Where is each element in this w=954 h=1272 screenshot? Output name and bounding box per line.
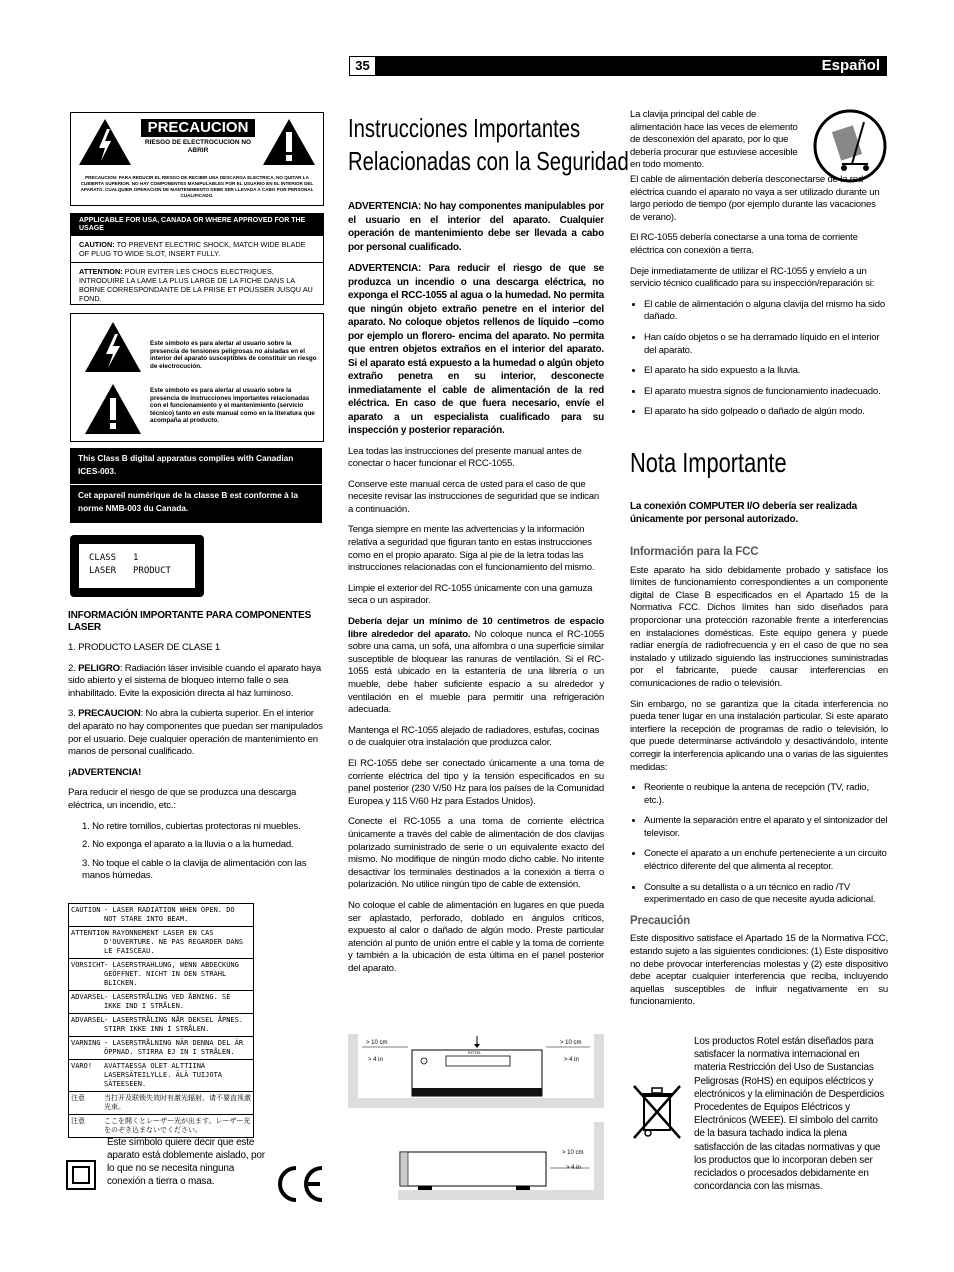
fcc-heading: Información para la FCC	[630, 546, 759, 558]
usa-box-title: APPLICABLE FOR USA, CANADA OR WHERE APPROVED FOR THE USAGE	[71, 214, 323, 236]
dim-label: > 4 in	[566, 1165, 581, 1171]
para: Lea todas las instrucciones del presente manual antes de conectar o hacer funcionar el RCC-1055.	[348, 445, 582, 470]
col3-lower	[630, 500, 888, 1017]
laser-product-text: PRODUCT	[133, 566, 171, 576]
nota-title: Nota Importante	[630, 447, 787, 478]
usa-attention: ATTENTION: POUR EVITER LES CHOCS ELECTRIQUES, INTRODUIRE LA LAME LA PLUS LARGE DE LA FICHE DANS LA BORNE CORRESPONDANTE DE LA PRISE ET POUSSER JUSQU AU FOND.	[71, 262, 323, 303]
caution-sub: RIESGO DE ELECTROCUCION NO ABRIR	[144, 139, 252, 154]
laser-warning-table	[68, 903, 254, 1138]
usa-plug-box	[70, 213, 324, 305]
list-item: • El aparato ha sido golpeado o dañado de algún modo.	[644, 406, 888, 419]
dim-label: > 10 cm	[562, 1150, 584, 1156]
col3-text-top	[630, 109, 806, 180]
caution-box	[70, 112, 324, 206]
laser-table-row: ATTENTION - RAYONNEMENT LASER EN CAS D'OUVERTURE. NE PAS REGARDER DANS LE FAISCEAU.	[69, 927, 253, 959]
laser-class-label: CLASS	[89, 553, 117, 563]
header-bar	[349, 56, 887, 76]
laser-info	[68, 610, 324, 889]
para: La clavija principal del cable de alimentación hace las veces de elemento de desconexión del aparato, por lo que debería procurar que estuviese accesible en todo momento.	[630, 109, 798, 171]
nota-text: La conexión COMPUTER I/O debería ser realizada únicamente por personal autorizado.	[630, 501, 857, 525]
canada-fr: Cet appareil numérique de la classe B est conforme à la norme NMB-003 du Canada.	[78, 490, 298, 513]
para: Limpie el exterior del RC-1055 únicamente con una gamuza seca o un aspirador.	[348, 582, 593, 607]
para: Tenga siempre en mente las advertencias y la información relativa a seguridad que figuran tanto en estas instrucciones como en el propio aparato. Siga al pie de la letra todas las instrucciones relacionadas con el funcionamiento del mismo.	[348, 524, 595, 574]
usa-caution: CAUTION: TO PREVENT ELECTRIC SHOCK, MATCH WIDE BLADE OF PLUG TO WIDE SLOT, INSERT FULLY.	[79, 240, 306, 258]
para: Mantenga el RC-1055 alejado de radiadores, estufas, cocinas o de cualquier otra instalación que produzca calor.	[348, 724, 600, 749]
list-item: • El cable de alimentación o alguna clavija del mismo ha sido dañado.	[644, 299, 888, 324]
page-number: 35	[349, 56, 376, 76]
laser-table-row: ADVARSEL - LASERSTRÅLING NÅR DEKSEL ÅPNES. STIRR IKKE INN I STRÅLEN.	[69, 1014, 253, 1037]
prec-heading: Precaución	[630, 914, 690, 927]
caution-label: PRECAUCION	[141, 119, 255, 137]
advert-item: 1. No retire tornillos, cubiertas protectoras ni muebles.	[82, 820, 301, 832]
advert-item: 3. No toque el cable o la clavija de alimentación con las manos húmedas.	[82, 857, 307, 882]
list-item: • Aumente la separación entre el aparato y el sintonizador del televisor.	[644, 815, 888, 840]
laser-class-value: 1	[133, 553, 139, 563]
list-item: • Han caído objetos o se ha derramado líquido en el interior del aparato.	[644, 332, 888, 357]
laser-label	[70, 535, 204, 597]
symbols-box	[70, 313, 324, 442]
caution-note: PRECAUCION: PARA REDUCIR EL RIESGO DE RECIBIR UNA DESCARGA ELECTRICA, NO QUITAR LA CUBIERTA SUPERIOR. NO HAY COMPONENTES MANIPULABLES POR EL USUARIO EN EL INTERIOR DEL APARATO. CUALQUIER OPERACION DE MANTENIMIENTO DEBE SER LLEVADA A CABO POR PERSONAL CUALIFICADO.	[80, 175, 314, 198]
list-item: • El aparato muestra signos de funcionamiento inadecuado.	[644, 386, 888, 399]
title-line-2: Relacionadas con la Seguridad	[348, 146, 629, 176]
para: El RC-1055 debe ser conectado únicamente a una toma de corriente eléctrica del tipo y la tensión especificados en su panel posterior (230 V/50 Hz para los países de la Comunidad Europea y 115 V/60 Hz para Estados Unidos).	[348, 757, 604, 807]
dim-label: > 4 in	[368, 1057, 383, 1063]
double-insulation-icon	[66, 1160, 96, 1190]
list-item: • Conecte el aparato a un enchufe perteneciente a un circuito eléctrico diferente del que alimenta al receptor.	[644, 848, 888, 873]
laser-table-row: ADVARSEL - LASERSTRÅLING VED ÅBNING. SE IKKE IND I STRÅLEN.	[69, 991, 253, 1014]
dim-label: > 4 in	[564, 1057, 579, 1063]
advert-heading: ¡ADVERTENCIA!	[68, 766, 142, 778]
dim-label: > 10 cm	[560, 1040, 582, 1046]
list-item: • Consulte a su detallista o a un técnico en radio /TV experimentado en caso de que necesite ayuda adicional.	[644, 882, 888, 907]
laser-label-text: LASER	[89, 566, 117, 576]
brand-label: ROTEL	[468, 1050, 482, 1055]
para: Sin embargo, no se garantiza que la citada interferencia no pueda tener lugar en una instalación particular. Si este aparato interfiere la recepción de programas de radio o televisión, lo que puede determinarse activándolo y desactivándolo, intente corregir la interferencia aplicando una o varias de las siguientes medidas:	[630, 698, 888, 773]
service-list	[630, 299, 888, 419]
para: Deje inmediatamente de utilizar el RC-1055 y envíelo a un servicio técnico cualificado para su inspección/reparación si:	[630, 265, 875, 290]
para: Conecte el RC-1055 a una toma de corriente eléctrica únicamente a través del cable de alimentación de dos clavijas polarizado suministrado de serie o un equivalente exacto del mismo. No modifique de ningún modo dicho cable. No intente desactivar los terminales destinados a la conexión a tierra o polarización. No utilice ningún tipo de cable de extensión.	[348, 816, 604, 891]
col3-text	[630, 174, 888, 427]
canada-en: This Class B digital apparatus complies with Canadian ICES-003.	[70, 448, 322, 485]
laser-table-row: VORSICHT - LASERSTRAHLUNG, WENN ABDECKUNG GEÖFFNET. NICHT IN DEN STRAHL BLICKEN.	[69, 959, 253, 991]
exclamation-icon	[83, 382, 143, 436]
clearance-side-diagram	[398, 1122, 604, 1200]
no-cart-icon	[812, 108, 888, 184]
dim-label: > 10 cm	[366, 1040, 388, 1046]
para: El RC-1055 debería conectarse a una toma de corriente eléctrica con conexión a tierra.	[630, 232, 858, 256]
laser-p2: 2. PELIGRO: Radiación láser invisible cuando el aparato haya sido abierto y el sistema de bloqueo interno falle o sea inhabilitado. Evite la exposición directa al haz luminoso.	[68, 662, 322, 699]
exclamation-warning-icon	[261, 117, 317, 167]
rohs-text: Los productos Rotel están diseñados para satisfacer la normativa internacional en materia Restricción del Uso de Sustancias Peligrosas (RoHS) en equipos eléctricos y electrónicos y la eliminación de Desperdicios Procedentes de Equipos Eléctricos y Electrónicos (WEEE). El símbolo del carrito de la basura tachado indica la plena satisfacción de las citadas normativas y que los productos que lo incorporan deben ser reciclados o procesados debidamente en concordancia con las mismas.	[694, 1036, 884, 1193]
warning-1: ADVERTENCIA: No hay componentes manipulables por el usuario en el interior del aparato. Cualquier operación de mantenimiento debe ser llevada a cabo por personal cualificado.	[348, 201, 604, 253]
laser-p3: 3. PRECAUCION: No abra la cubierta superior. En el interior del aparato no hay componentes que puedan ser manipulados por el usuario. Deje cualquier operación de mantenimiento en manos de personal cualificado.	[68, 708, 323, 758]
laser-table-row: 注意 当打开及联锁失效时有激光辐射。请不要直视激光束。	[69, 1092, 253, 1115]
laser-table-row: VARO! AVATTAESSA OLET ALTTIINA LASERSÄTEILYLLE. ÄLÄ TUIJOTA SÄTEESEEN.	[69, 1060, 253, 1092]
para: Este dispositivo satisface el Apartado 15 de la Normativa FCC, estando sujeto a las siguientes condiciones: (1) Este dispositivo no debe provocar interferencias molestas y (2) este dispositivo debe aceptar cualquier interferencia que reciba, incluyendo aquellas susceptibles de influir negativamente en su funcionamiento.	[630, 933, 888, 1008]
double-insulation-text: Este símbolo quiere decir que este aparato está doblemente aislado, por lo que no se necesita ninguna conexión a tierra o masa.	[107, 1137, 265, 1187]
laser-table-row: 注意 ここを開くとレーザー光が出ます。レーザー光をのぞき込まないでください。	[71, 1117, 251, 1134]
lightning-icon	[83, 320, 143, 374]
canada-box	[70, 448, 322, 523]
para: Conserve este manual cerca de usted para el caso de que necesite revisar las instrucciones de seguridad que se indican a continuación.	[348, 478, 600, 515]
para-ventilation: Debería dejar un mínimo de 10 centímetros de espacio libre alrededor del aparato. No coloque nunca el RC-1055 sobre una cama, un sofá, una alfombra o una superficie similar susceptible de bloquear las ranuras de ventilación. Si el RC-1055 está ubicado en la estantería de una librería o un mueble, debe haber suficiente espacio a su alrededor y ventilación en el mueble para permitir una refrigeración adecuada.	[348, 616, 604, 716]
laser-table-row: CAUTION - LASER RADIATION WHEN OPEN. DO NOT STARE INTO BEAM.	[69, 904, 253, 927]
fcc-list	[630, 782, 888, 907]
weee-bin-icon	[630, 1082, 684, 1142]
laser-table-row: VARNING - LASERSTRÅLNING NÄR DENNA DEL ÄR ÖPPNAD. STIRRA EJ IN I STRÅLEN.	[69, 1037, 253, 1060]
lightning-text: Este símbolo es para alertar al usuario sobre la presencia de tensiones peligrosas no aisladas en el interior del aparato susceptibles de constituir un riesgo de electrocución.	[150, 340, 317, 370]
title-line-1: Instrucciones Importantes	[348, 113, 581, 143]
list-item: • El aparato ha sido expuesto a la lluvia.	[644, 365, 888, 378]
laser-heading: INFORMACIÓN IMPORTANTE PARA COMPONENTES LASER	[68, 610, 312, 633]
warning-2: ADVERTENCIA: Para reducir el riesgo de que se produzca un incendio o una descarga eléctrica, no exponga el RCC-1055 al agua o la humedad. No permita que ningún objeto extraño penetre en el interior del aparato. No coloque objetos rellenos de líquido –como por ejemplo un florero- encima del aparato. No permita que entren objetos extraños en el interior del aparato. Si el aparato está expuesto a la humedad o algún objeto extraño penetra en su interior, desconecte inmediatamente el cable de alimentación de la red eléctrica. En caso de que fuera necesario, envíe el aparato a un especialista cualificado para su inspección y posterior reparación.	[348, 263, 604, 436]
exclaim-text: Este símbolo es para alertar al usuario sobre la presencia de instrucciones importantes relacionadas con el funcionamiento y el mantenimiento (servicio técnico) tanto en este manual como en la literatura que acompaña al producto.	[150, 387, 315, 424]
lightning-warning-icon	[77, 117, 133, 167]
language-label: Español	[821, 57, 880, 74]
laser-p1: 1. PRODUCTO LASER DE CLASE 1	[68, 642, 221, 653]
list-item: • Reoriente o reubique la antena de recepción (TV, radio, etc.).	[644, 782, 888, 807]
advert-item: 2. No exponga el aparato a la lluvia o a la humedad.	[82, 839, 294, 851]
para: El cable de alimentación debería desconectarse de la red eléctrica cuando el aparato no vaya a ser utilizado durante un largo periodo de tiempo (por ejemplo durante las vacaciones de verano).	[630, 174, 880, 223]
para: Este aparato ha sido debidamente probado y satisface los límites de funcionamiento correspondientes a un componente digital de Clase B especificados en el Apartado 15 de la Normativa FCC. Dichos límites han sido diseñados para proporcionar una protección razonable frente a interferencias en instalaciones domésticas. Este equipo genera y puede radiar energía de radiofrecuencia y en el caso de que no sea instalado y utilizado siguiendo las instrucciones suministradas por el fabricante, puede causar interferencias en comunicaciones de radio o televisión.	[630, 564, 888, 689]
para: No coloque el cable de alimentación en lugares en que pueda ser aplastado, perforado, doblado en ángulos críticos, expuesto al calor o dañado de algún modo. Preste particular atención al punto de unión entre el cable y la toma de corriente y también a la ubicación de esta última en el panel posterior del aparato.	[348, 899, 604, 974]
safety-text	[348, 200, 604, 983]
advert-intro: Para reducir el riesgo de que se produzca una descarga eléctrica, un incendio, etc.:	[68, 787, 297, 811]
safety-title	[348, 112, 629, 178]
ce-mark-icon	[274, 1164, 326, 1204]
